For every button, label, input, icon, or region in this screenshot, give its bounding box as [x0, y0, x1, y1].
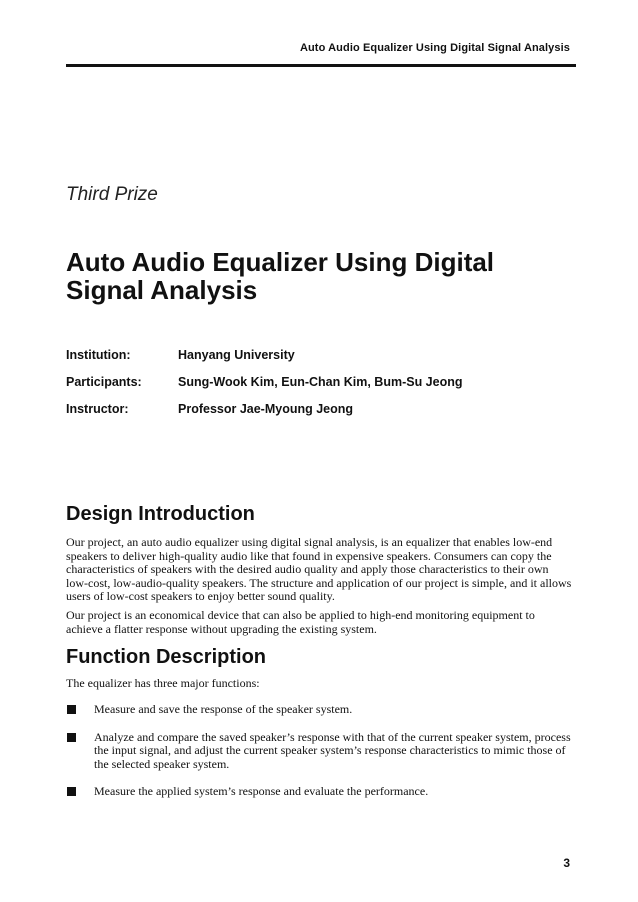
function-description-heading: Function Description	[66, 646, 266, 668]
function-list	[66, 703, 572, 813]
design-introduction-paragraph: Our project, an auto audio equalizer using digital signal analysis, is an equalizer that enables low-end speakers to deliver high-quality audio like that found in expensive speakers. Consumers can copy the characteristics of speakers with the desired audio quality and apply those characteristics to their own low-cost, low-audio-quality speakers. The structure and application of our project is simple, and it allows users of low-cost speakers to enjoy better sound quality.	[66, 535, 572, 603]
design-introduction-heading: Design Introduction	[66, 503, 255, 525]
list-item-text: Measure the applied system’s response and evaluate the performance.	[94, 784, 429, 798]
page-number: 3	[563, 856, 570, 870]
list-item-text: Analyze and compare the saved speaker’s response with that of the current speaker system, process the input signal, and adjust the current speaker system’s response characteristics to mimic those of the selected speaker system.	[94, 729, 571, 771]
header-rule	[66, 64, 576, 67]
function-description-intro: The equalizer has three major functions:	[66, 676, 260, 690]
institution-label: Institution:	[66, 348, 131, 362]
list-item	[66, 703, 572, 717]
institution-value: Hanyang University	[178, 348, 295, 362]
instructor-value: Professor Jae-Myoung Jeong	[178, 402, 354, 416]
list-item-text: Measure and save the response of the speaker system.	[94, 702, 353, 716]
running-header: Auto Audio Equalizer Using Digital Signal Analysis	[299, 42, 570, 54]
participants-value: Sung-Wook Kim, Eun-Chan Kim, Bum-Su Jeong	[178, 375, 463, 389]
square-bullet-icon	[67, 787, 76, 796]
list-item	[66, 785, 572, 799]
list-item	[66, 731, 572, 772]
page-title: Auto Audio Equalizer Using Digital Signal Analysis	[66, 247, 495, 305]
square-bullet-icon	[67, 733, 76, 742]
prize-label: Third Prize	[66, 184, 158, 205]
design-introduction-paragraph: Our project is an economical device that can also be applied to high-end monitoring equipment to achieve a flatter response without upgrading the existing system.	[66, 608, 535, 636]
participants-label: Participants:	[66, 375, 142, 389]
square-bullet-icon	[67, 705, 76, 714]
instructor-label: Instructor:	[66, 402, 129, 416]
